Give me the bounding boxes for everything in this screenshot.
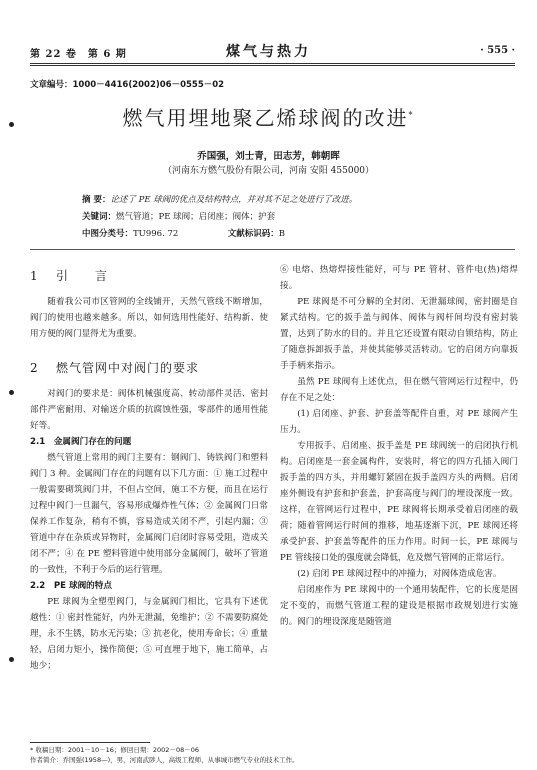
section-2-2-heading: 2.2 PE 球阀的特点 — [30, 581, 112, 591]
journal-name: 煤气与热力 — [226, 44, 311, 60]
doc-code-label: 文献标识码： — [227, 229, 279, 239]
section-2-number: 2 — [30, 361, 39, 375]
header-rule-top — [30, 63, 515, 64]
abstract-text: 论述了 PE 球阀的优点及结构特点，并对其不足之处进行了改进。 — [110, 195, 358, 205]
section-2-paragraph: 对阀门的要求是：阀体机械强度高、转动部件灵活、密封部件严密耐用、对输送介质的抗腐蚀性强，零部件的通用性能好等。 — [30, 389, 268, 431]
right-column — [280, 262, 518, 630]
section-1-heading — [30, 268, 268, 284]
header-rule-bottom — [30, 65, 515, 66]
footnote-rule — [30, 742, 150, 743]
clc-label: 中图分类号： — [82, 229, 134, 239]
section-1-title: 引 言 — [56, 269, 109, 283]
abstract — [82, 193, 357, 205]
author-list: 乔国强，刘士青，田志芳，韩朝晖 — [197, 151, 340, 162]
right-paragraph-2: PE 球阀是不可分解的全封闭、无泄漏球阀，密封圈是自紧式结构。它的扳手盖与阀体、阀体与阀杆间均没有密封装置，达到了防水的目的。并且它还设置有限动自锁结构，防止了随意拆卸扳手盖，并使其能够灵活转动。它的启闭方向靠扳手手柄来指示。 — [280, 297, 518, 371]
section-2-1-heading: 2.1 金属阀门存在的问题 — [30, 437, 132, 447]
right-paragraph-5: 专用扳手、启闭座、扳手盖是 PE 球阀统一的启闭执行机构。启闭座是一套金属构件，安装时，将它的四方孔插入阀门扳手盖的四方头，并用螺钉紧固在扳手盖四方头的两侧。启闭座外侧设有护套和护套盖，护套高度与阀门的埋设深度一致。这样，在管网运行过程中，PE 球阀将长期承受着启闭座的载荷；随着管网运行时间的推移，地基逐渐下沉，PE 球阀还将承受护套、护套盖等配件的压力作用。时间一长，PE 球阀与 PE 管线接口处的强度就会降低，危及燃气管网的正常运行。 — [280, 441, 518, 563]
abstract-divider — [30, 249, 515, 250]
keywords — [82, 210, 275, 222]
page-number: · 555 · — [480, 45, 515, 56]
title-footnote-mark: * — [408, 110, 415, 120]
keywords-text: 燃气管道；PE 球阀；启闭座；阀体；护套 — [116, 212, 276, 222]
left-column — [30, 262, 268, 674]
right-paragraph-6: (2) 启闭 PE 球阀过程中的冲撞力，对阀体造成危害。 — [297, 569, 502, 579]
section-2-1-paragraph: 燃气管道上常用的阀门主要有：钢阀门、铸铁阀门和塑料阀门 3 种。金属阀门存在的问题有以下几方面：① 施工过程中一般需要砌筑阀门井，不但占空间，施工不方便，而且在运行过程中阀门一旦漏气，容易形成爆炸性气体；② 金属阀门日常保养工作复杂，稍有不慎，容易造成关闭不严，引起内漏；③ 管道中存在杂质或异物时，金属阀门启闭时容易受阻，造成关闭不严；④ 在 PE 塑料管道中使用部分金属阀门，破坏了管道的一致性，不利于今后的运行管理。 — [30, 453, 268, 575]
journal-issue: 第 22 卷 第 6 期 — [30, 49, 127, 60]
abstract-label: 摘 要： — [82, 195, 111, 205]
binding-hole-top — [9, 122, 14, 127]
doc-code-value: B — [278, 229, 285, 239]
right-paragraph-3: 虽然 PE 球阀有上述优点，但在燃气管网运行过程中，仍存在不足之处： — [280, 377, 518, 403]
section-2-heading — [30, 360, 268, 376]
affiliation: （河南东方燃气股份有限公司，河南 安阳 455000） — [162, 166, 375, 176]
footnote-author: 作者简介：乔国强(1958—)，男，河南武陟人，高级工程师，从事城市燃气专业的技术工作。 — [30, 756, 299, 764]
right-paragraph-1: ⑥ 电熔、热熔焊接性能好，可与 PE 管材、管件电(热)熔焊接。 — [280, 265, 518, 291]
article-number: 文章编号：1000－4416(2002)06－0555－02 — [30, 80, 225, 90]
keywords-label: 关键词： — [82, 212, 117, 222]
section-1-paragraph: 随着我公司市区管网的全线铺开，天然气管线不断增加，阀门的使用也越来越多。所以，如何选用性能好、结构新、使用方便的阀门显得尤为重要。 — [30, 297, 268, 339]
clc-value: TU996. 72 — [133, 229, 179, 239]
binding-hole-middle — [9, 390, 14, 395]
classification-line — [82, 227, 285, 239]
binding-hole-bottom — [9, 657, 14, 662]
article-title-text: 燃气用埋地聚乙烯球阀的改进 — [122, 106, 409, 130]
section-2-2-paragraph: PE 球阀为全塑型阀门，与金属阀门相比，它具有下述优越性：① 密封性能好，内外无泄漏，免维护；② 不需要防腐处理，永不生锈，防水无污染；③ 抗老化，使用寿命长；④ 重量轻，启闭力矩小，操作简便；⑤ 可直埋于地下，施工简单，占地少； — [30, 597, 268, 671]
article-title — [0, 102, 537, 131]
section-1-number: 1 — [30, 269, 39, 283]
right-paragraph-4: (1) 启闭座、护套、护套盖等配件自重，对 PE 球阀产生压力。 — [280, 409, 518, 435]
footnote-received: * 收稿日期：2001－10－16；修回日期：2002－08－06 — [30, 746, 199, 754]
section-2-title: 燃气管网中对阀门的要求 — [56, 361, 200, 375]
right-paragraph-7: 启闭座作为 PE 球阀中的一个通用装配件，它的长度是固定不变的，而燃气管道工程的建设是根据市政规划进行实施的。阀门的埋设深度是随管道 — [280, 585, 518, 627]
